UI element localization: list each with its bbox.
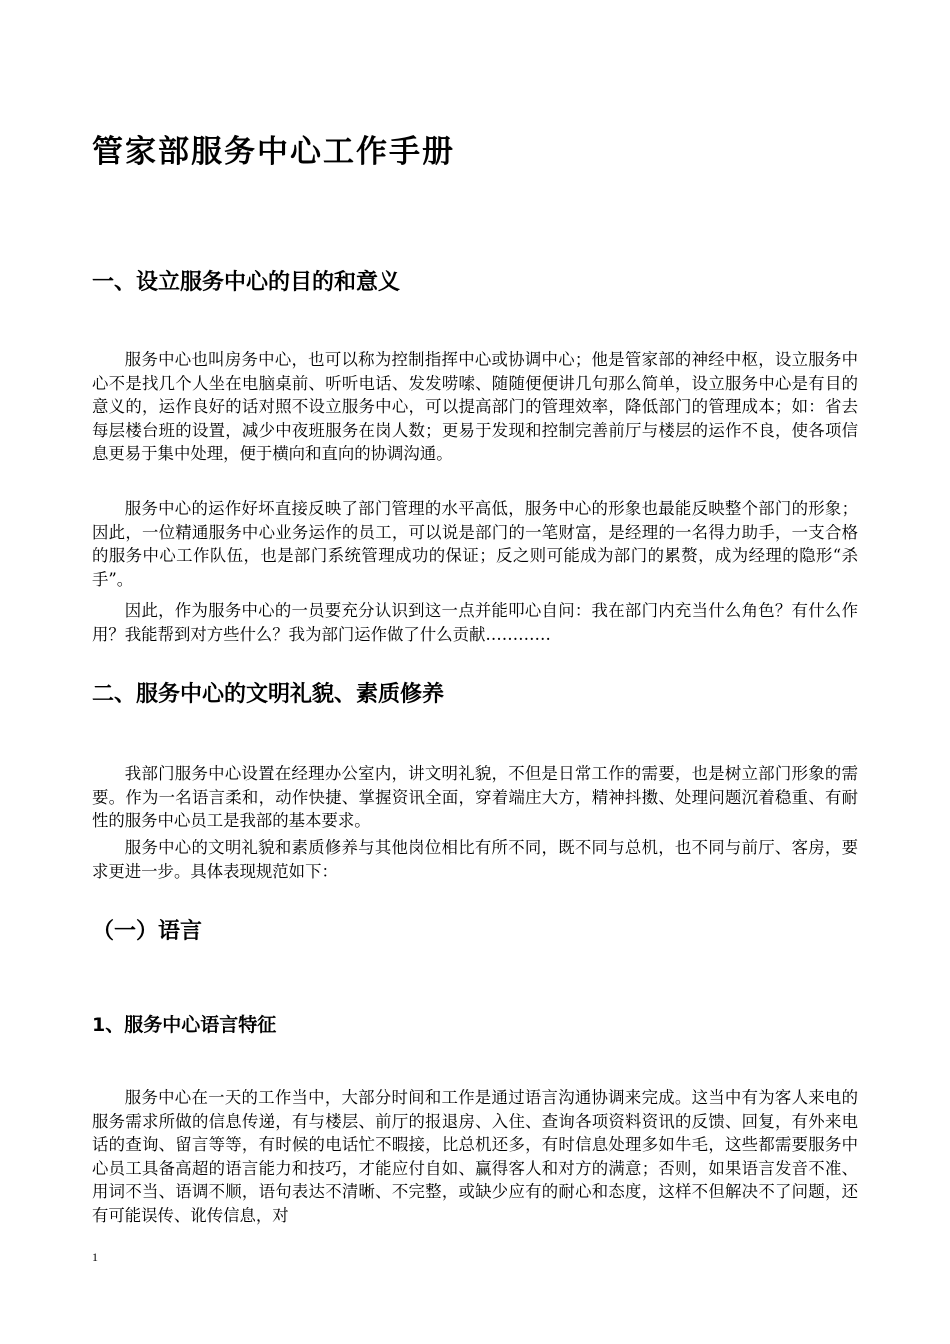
section-2-paragraph-1: 我部门服务中心设置在经理办公室内，讲文明礼貌，不但是日常工作的需要，也是树立部门形象的需要。作为一名语言柔和，动作快捷、掌握资讯全面，穿着端庄大方，精神抖擞、处理问题沉着稳重、有耐性的服务中心员工是我部的基本要求。	[92, 764, 858, 831]
item-language-features-paragraph-1: 服务中心在一天的工作当中，大部分时间和工作是通过语言沟通协调来完成。这当中有为客人来电的服务需求所做的信息传递，有与楼层、前厅的报退房、入住、查询各项资料资讯的反馈、回复，有外来电话的查询、留言等等，有时候的电话忙不暇接，比总机还多，有时信息处理多如牛毛，这些都需要服务中心员工具备高超的语言能力和技巧，才能应付自如、赢得客人和对方的满意；否则，如果语言发音不准、用词不当、语调不顺，语句表达不清晰、不完整，或缺少应有的耐心和态度，这样不但解决不了问题，还有可能误传、讹传信息，对	[92, 1088, 858, 1225]
section-1-paragraph-3: 因此，作为服务中心的一员要充分认识到这一点并能叩心自问：我在部门内充当什么角色？有什么作用？我能帮到对方些什么？我为部门运作做了什么贡献…………	[92, 601, 858, 644]
section-2-paragraph-2: 服务中心的文明礼貌和素质修养与其他岗位相比有所不同，既不同与总机，也不同与前厅、客房，要求更进一步。具体表现规范如下：	[92, 838, 858, 881]
subsection-language-heading: （一）语言	[92, 919, 203, 944]
item-language-features-heading: 1、服务中心语言特征	[92, 1014, 277, 1036]
document-title: 管家部服务中心工作手册	[92, 134, 455, 170]
section-1-heading: 一、设立服务中心的目的和意义	[92, 270, 401, 295]
section-1-paragraph-2: 服务中心的运作好坏直接反映了部门管理的水平高低，服务中心的形象也最能反映整个部门的形象；因此，一位精通服务中心业务运作的员工，可以说是部门的一笔财富，是经理的一名得力助手，一支合格的服务中心工作队伍，也是部门系统管理成功的保证；反之则可能成为部门的累赘，成为经理的隐形“杀手”。	[92, 499, 858, 589]
section-1-paragraph-1: 服务中心也叫房务中心，也可以称为控制指挥中心或协调中心；他是管家部的神经中枢，设立服务中心不是找几个人坐在电脑桌前、听听电话、发发唠嗦、随随便便讲几句那么简单，设立服务中心是有目的意义的，运作良好的话对照不设立服务中心，可以提高部门的管理效率，降低部门的管理成本；如：省去每层楼台班的设置，减少中夜班服务在岗人数；更易于发现和控制完善前厅与楼层的运作不良，使各项信息更易于集中处理，便于横向和直向的协调沟通。	[92, 350, 858, 464]
page-number: 1	[92, 1250, 98, 1264]
section-2-heading: 二、服务中心的文明礼貌、素质修养	[92, 682, 445, 707]
